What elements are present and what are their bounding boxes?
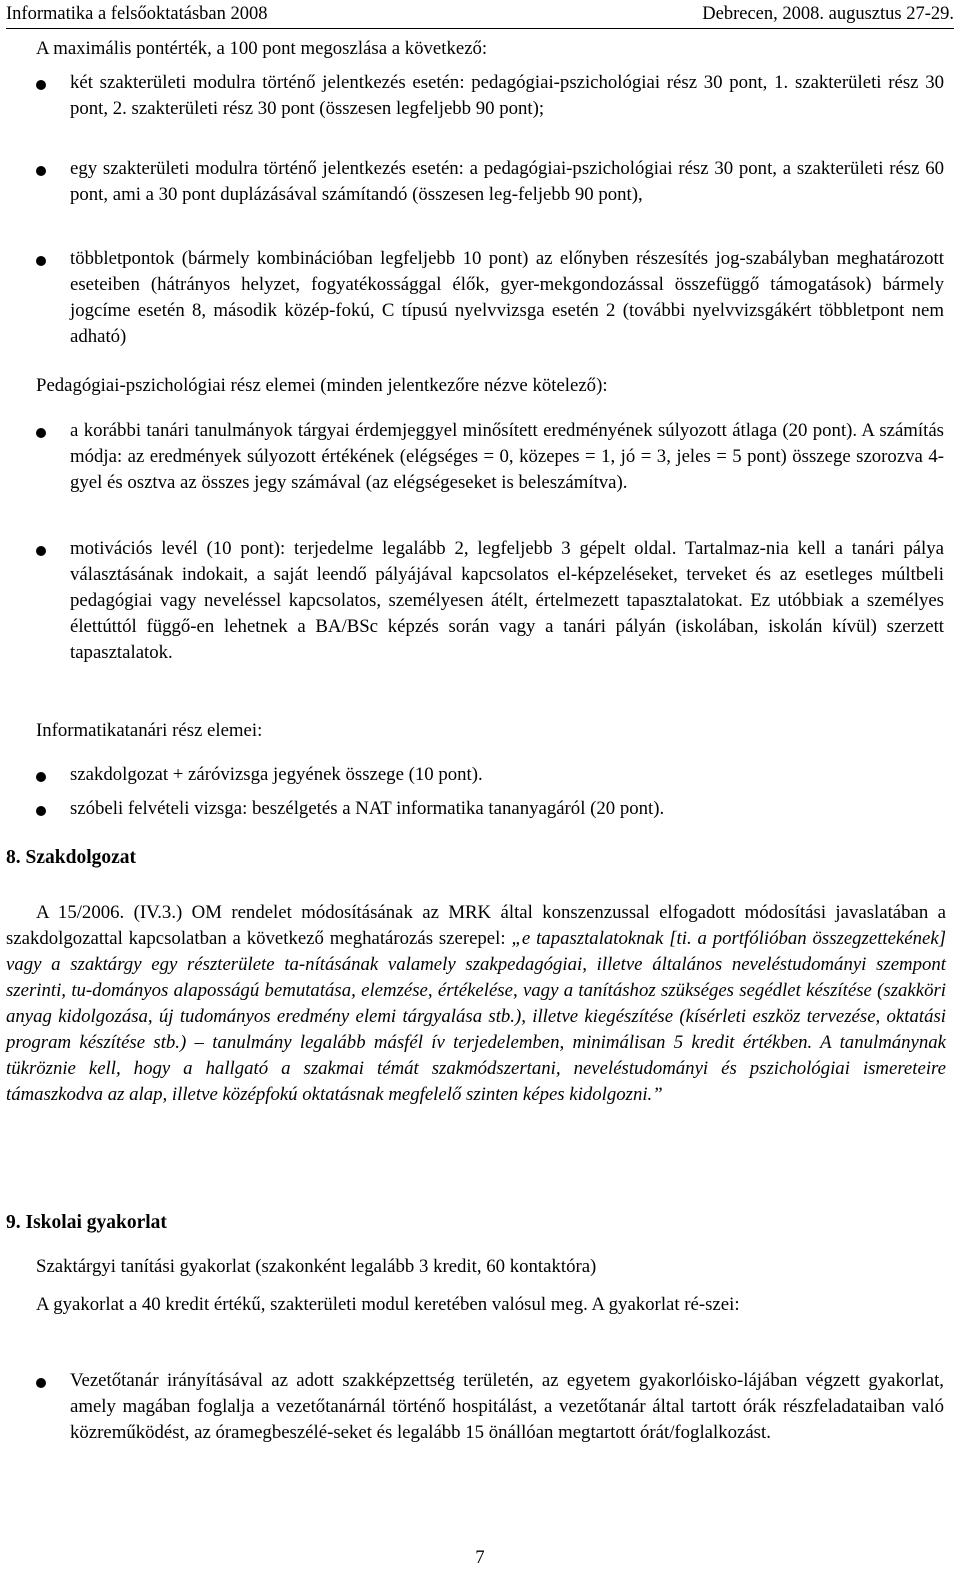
- inf-title: Informatikatanári rész elemei:: [36, 720, 263, 741]
- list-item: motivációs levél (10 pont): terjedelme legalább 2, legfeljebb 3 gépelt oldal. Tartalmaz-nia kell a tanári pálya választásának indokait, a saját leendő pályájával kapcsolatos el-képzeléseket, terveket és az esetleges múltbeli pedagógiai vagy neveléssel kapcsolatos, személyesen átélt, értelmezett tapasztalatokat. Ez utóbbiak a személyes élettúttól függő-en lehetnek a BA/BSc képzés során vagy a tanári pályán (iskolában, iskolán kívül) szerzett tapasztalatok.: [70, 538, 944, 663]
- section8-quote: „e tapasztalatoknak [ti. a portfólióban összegzettekének] vagy a szaktárgy egy részterülete ta-nításának valamely szakpedagógiai, illetve általános neveléstudományi szempont szerinti, tu-dományos alaposságú bemutatása, elemzése, értékelése, vagy a tanításhoz szükséges segédlet készítése (szakköri anyag kidolgozása, új tudományos eredmény elemi tárgyalása stb.), illetve kiegészítése (kísérleti eszköz tervezése, oktatási program készítése stb.) – tanulmány legalább másfél ív terjedelemben, minimálisan 5 kredit értékben. A tanulmánynak tükröznie kell, hogy a hallgató a szakmai témát szakmódszertani, neveléstudományi és pszichológiai ismereteire támaszkodva az alap, illetve középfokú oktatásnak megfelelő szinten képes kidolgozni.”: [6, 928, 947, 1105]
- bullet-icon: [36, 772, 46, 782]
- bullet-icon: [36, 806, 46, 816]
- bullet-icon: [36, 428, 46, 438]
- list-item: többletpontok (bármely kombinációban legfeljebb 10 pont) az előnyben részesítés jog-szabályban meghatározott eseteiben (hátrányos helyzet, fogyatékossággal élők, gyer-mekgondozással összefüggő támogatások) bármely jogcíme esetén 8, második közép-fokú, C típusú nyelvvizsga esetén 2 (további nyelvvizsgákért többletpont nem adható): [70, 248, 944, 347]
- header-left: Informatika a felsőoktatásban 2008: [6, 4, 268, 24]
- list-item: egy szakterületi modulra történő jelentkezés esetén: a pedagógiai-pszichológiai rész 30 pont, a szakterületi rész 60 pont, ami a 30 pont duplázásával számítandó (összesen leg-feljebb 90 pont),: [70, 158, 944, 205]
- points-intro: A maximális pontérték, a 100 pont megoszlása a következő:: [36, 38, 488, 59]
- section-heading: 8. Szakdolgozat: [6, 847, 137, 868]
- running-header: [6, 2, 954, 29]
- list-item: szakdolgozat + záróvizsga jegyének összege (10 pont).: [70, 764, 483, 785]
- section9-paragraph: A gyakorlat a 40 kredit értékű, szakterületi modul keretében valósul meg. A gyakorlat ré-szei:: [36, 1294, 740, 1315]
- page-number: 7: [475, 1547, 485, 1568]
- bullet-icon: [36, 166, 46, 176]
- bullet-icon: [36, 80, 46, 90]
- ped-title: Pedagógiai-pszichológiai rész elemei (minden jelentkezőre nézve kötelező):: [36, 375, 608, 396]
- list-item: két szakterületi modulra történő jelentkezés esetén: pedagógiai-pszichológiai rész 30 pont, 1. szakterületi rész 30 pont, 2. szakterületi rész 30 pont (összesen legfeljebb 90 pont);: [70, 72, 944, 119]
- bullet-icon: [36, 1378, 46, 1388]
- section8-text: A 15/2006. (IV.3.) OM rendelet módosításának az MRK által konszenzussal elfogadott módosítási javaslatában a szakdolgozattal kapcsolatban a következő meghatározás szerepel:: [6, 902, 946, 949]
- header-right: Debrecen, 2008. augusztus 27-29.: [702, 4, 954, 24]
- list-item: Vezetőtanár irányításával az adott szakképzettség területén, az egyetem gyakorlóisko-lájában végzett gyakorlat, amely magában foglalja a vezetőtanárnál történő hospitálást, a vezetőtanár által tartott órák részfeladataiban való közreműködést, az óramegbeszélé-seket és legalább 15 önállóan megtartott órát/foglalkozást.: [70, 1370, 944, 1443]
- bullet-icon: [36, 546, 46, 556]
- bullet-icon: [36, 256, 46, 266]
- list-item: a korábbi tanári tanulmányok tárgyai érdemjeggyel minősített eredményének súlyozott átlaga (20 pont). A számítás módja: az eredmények súlyozott értékének (elégséges = 0, közepes = 1, jó = 3, jeles = 5 pont) összege szorozva 4-gyel és osztva az összes jegy számával (az elégségeseket is beleszámítva).: [70, 420, 944, 493]
- section-heading: 9. Iskolai gyakorlat: [6, 1212, 167, 1233]
- list-item: szóbeli felvételi vizsga: beszélgetés a NAT informatika tananyagáról (20 pont).: [70, 798, 665, 819]
- section9-line: Szaktárgyi tanítási gyakorlat (szakonként legalább 3 kredit, 60 kontaktóra): [36, 1256, 597, 1277]
- section8-paragraph: [6, 900, 946, 1108]
